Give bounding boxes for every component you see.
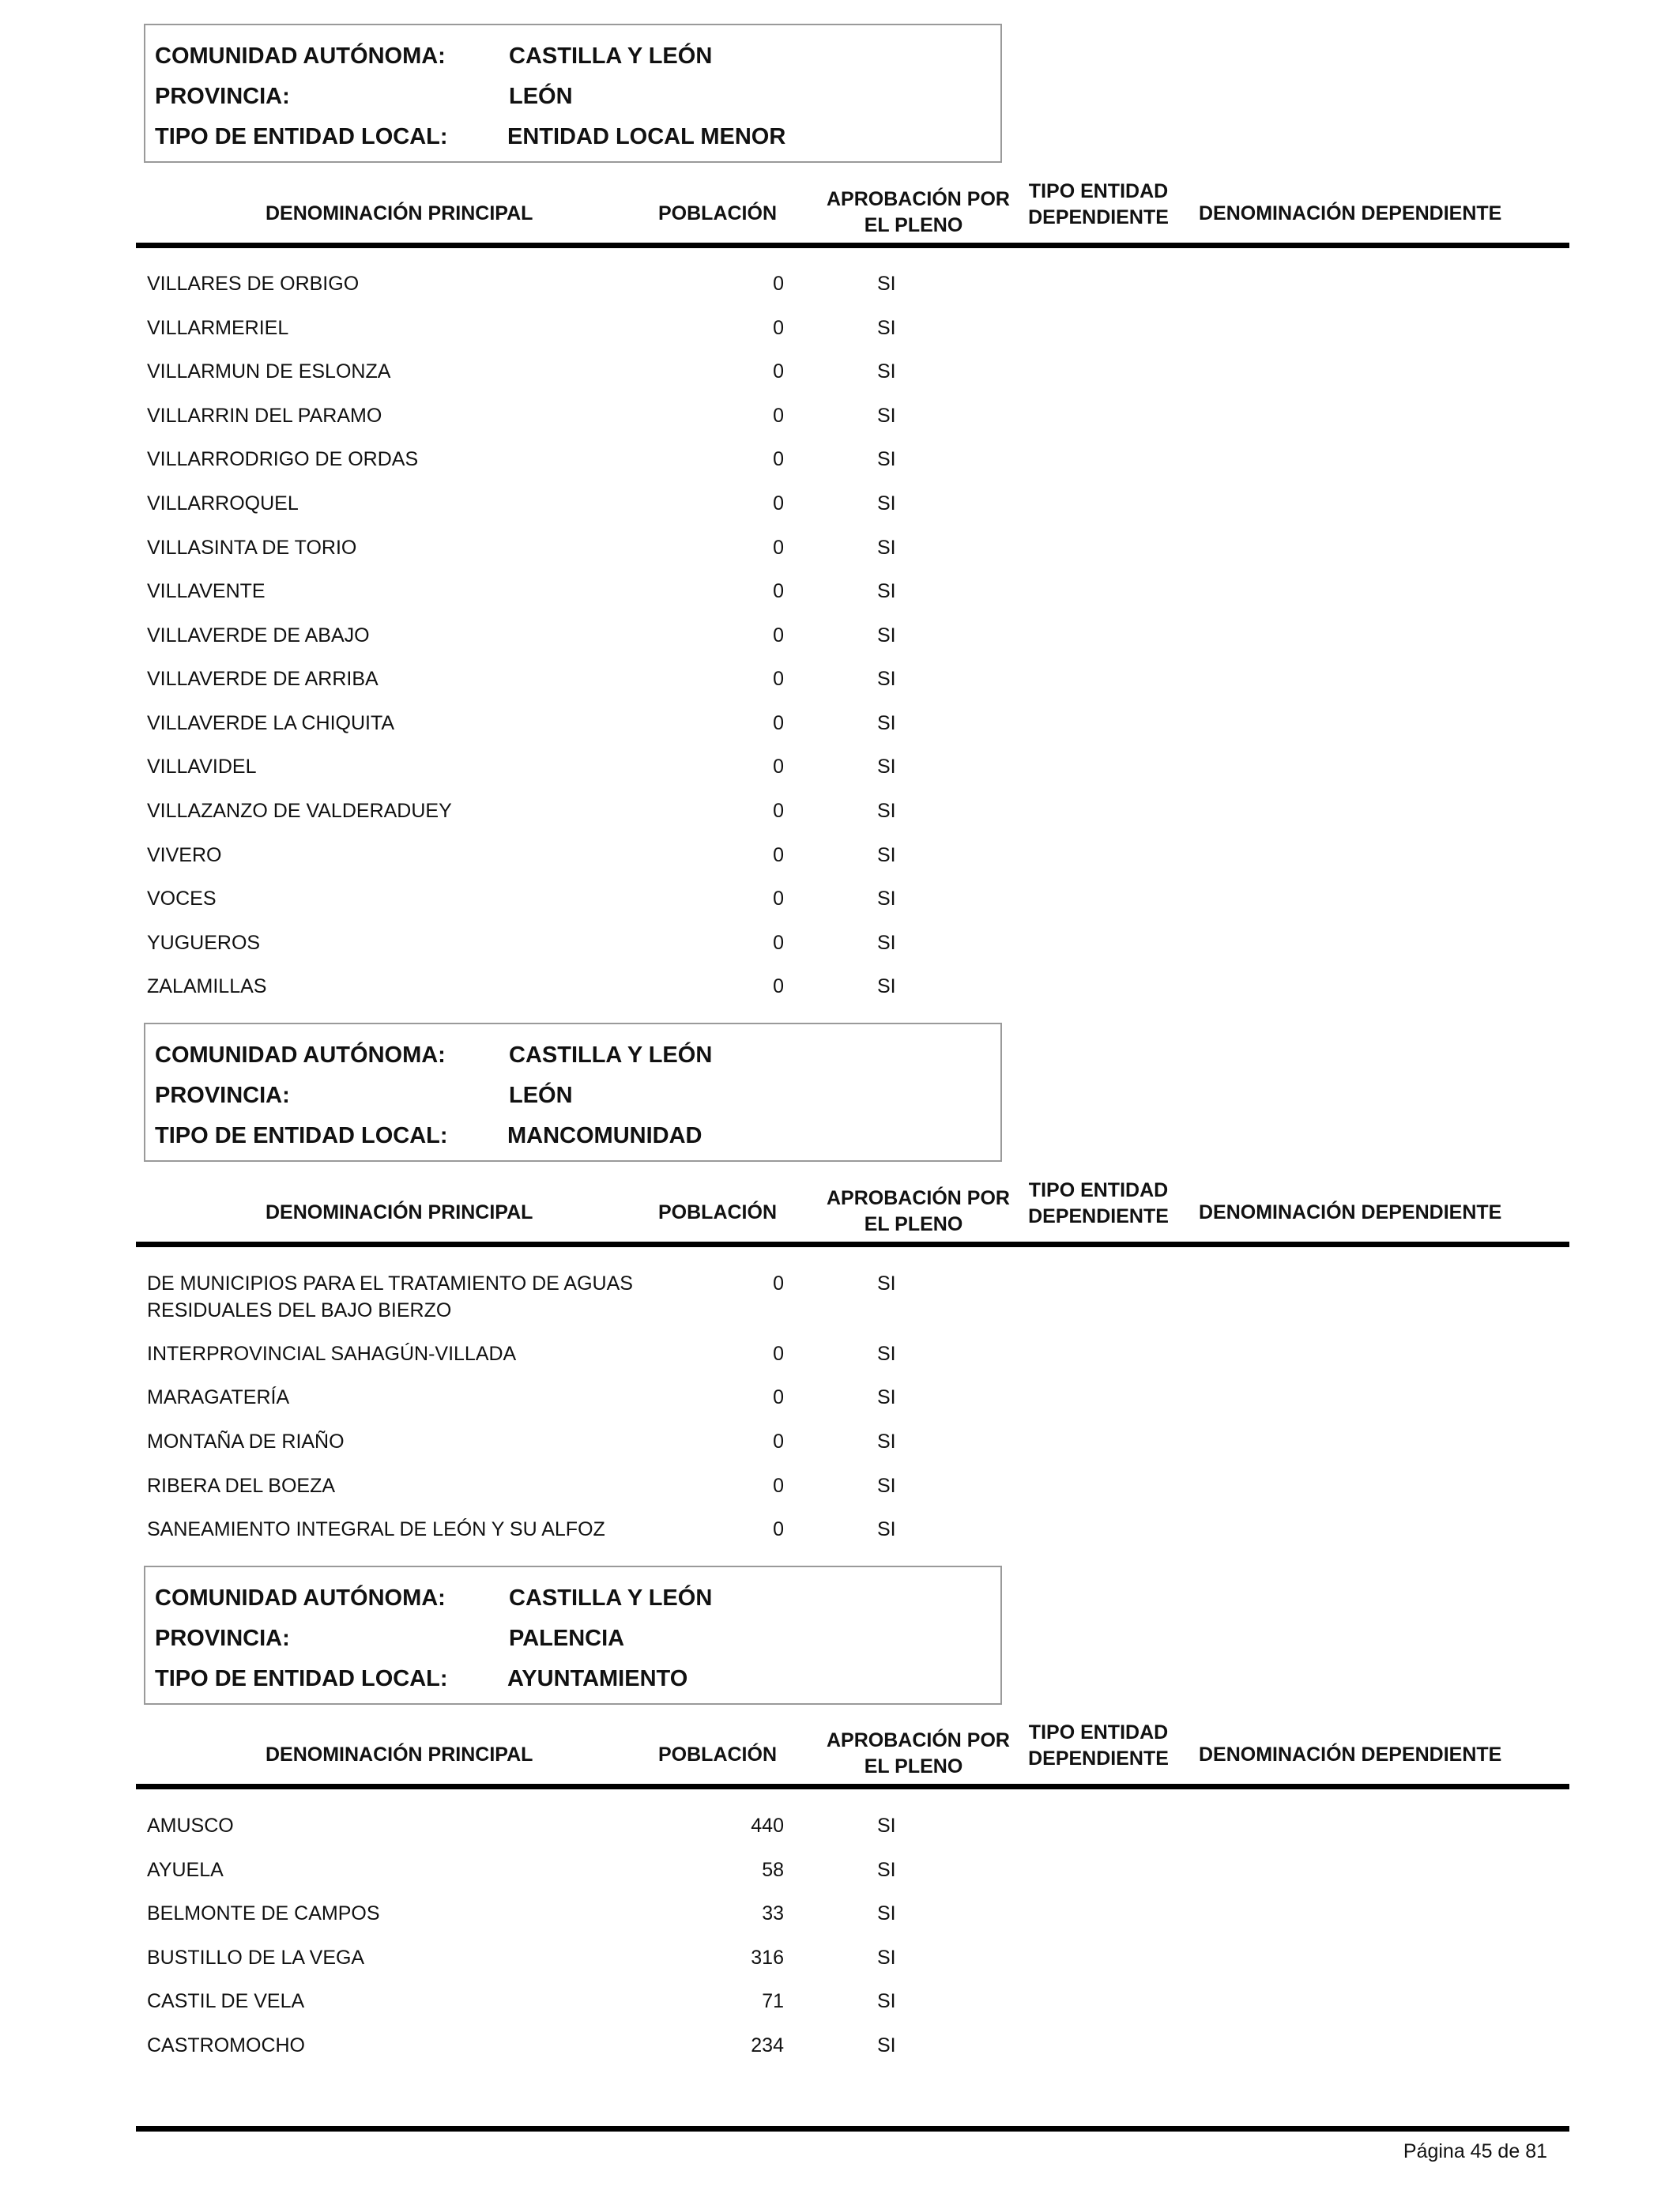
row-aprobacion: SI bbox=[877, 975, 896, 997]
header-aprobacion-line2: EL PLENO bbox=[864, 214, 963, 236]
row-aprobacion: SI bbox=[877, 1518, 896, 1540]
row-name: CASTROMOCHO bbox=[147, 2034, 305, 2056]
row-aprobacion: SI bbox=[877, 756, 896, 778]
header-poblacion: POBLACIÓN bbox=[658, 1201, 777, 1223]
row-name: VILLARMERIEL bbox=[147, 317, 289, 339]
comunidad-label: COMUNIDAD AUTÓNOMA: bbox=[155, 1042, 446, 1068]
header-aprobacion-line2: EL PLENO bbox=[864, 1755, 963, 1777]
row-poblacion: 0 bbox=[773, 1518, 784, 1540]
row-aprobacion: SI bbox=[877, 1947, 896, 1969]
row-poblacion: 0 bbox=[773, 580, 784, 602]
header-aprobacion bbox=[827, 1186, 1010, 1238]
row-aprobacion: SI bbox=[877, 1386, 896, 1408]
row-name: VILLARROQUEL bbox=[147, 492, 299, 515]
row-name: BUSTILLO DE LA VEGA bbox=[147, 1947, 365, 1969]
row-poblacion: 234 bbox=[751, 2034, 784, 2056]
row-name: AMUSCO bbox=[147, 1815, 234, 1837]
row-poblacion: 0 bbox=[773, 888, 784, 910]
row-aprobacion: SI bbox=[877, 932, 896, 954]
header-poblacion: POBLACIÓN bbox=[658, 1744, 777, 1766]
header-denominacion-principal: DENOMINACIÓN PRINCIPAL bbox=[266, 1201, 533, 1223]
row-poblacion: 0 bbox=[773, 1431, 784, 1453]
row-name: VILLARRODRIGO DE ORDAS bbox=[147, 448, 419, 470]
row-poblacion: 0 bbox=[773, 624, 784, 647]
comunidad-value: CASTILLA Y LEÓN bbox=[509, 43, 713, 69]
row-aprobacion: SI bbox=[877, 668, 896, 690]
comunidad-label: COMUNIDAD AUTÓNOMA: bbox=[155, 1585, 446, 1611]
header-tipo-entidad bbox=[1027, 1178, 1170, 1230]
tipo-value: MANCOMUNIDAD bbox=[507, 1123, 703, 1148]
row-aprobacion: SI bbox=[877, 1343, 896, 1365]
row-poblacion: 0 bbox=[773, 712, 784, 734]
header-tipo-line2: DEPENDIENTE bbox=[1028, 1205, 1169, 1227]
provincia-value: LEÓN bbox=[509, 84, 573, 109]
provincia-value: LEÓN bbox=[509, 1083, 573, 1108]
row-poblacion: 0 bbox=[773, 448, 784, 470]
row-aprobacion: SI bbox=[877, 1990, 896, 2012]
row-aprobacion: SI bbox=[877, 273, 896, 295]
entity-info-box bbox=[144, 1566, 1002, 1705]
row-name: VILLAVERDE LA CHIQUITA bbox=[147, 712, 395, 734]
comunidad-value: CASTILLA Y LEÓN bbox=[509, 1585, 713, 1611]
row-poblacion: 0 bbox=[773, 975, 784, 997]
row-name: VILLARRIN DEL PARAMO bbox=[147, 405, 382, 427]
row-poblacion: 58 bbox=[762, 1859, 784, 1881]
row-poblacion: 0 bbox=[773, 1386, 784, 1408]
row-poblacion: 0 bbox=[773, 360, 784, 383]
tipo-label: TIPO DE ENTIDAD LOCAL: bbox=[155, 1123, 448, 1148]
row-aprobacion: SI bbox=[877, 712, 896, 734]
row-poblacion: 0 bbox=[773, 932, 784, 954]
row-name: ZALAMILLAS bbox=[147, 975, 267, 997]
row-name: VILLAVERDE DE ABAJO bbox=[147, 624, 370, 647]
row-name: VILLAVENTE bbox=[147, 580, 266, 602]
row-name: YUGUEROS bbox=[147, 932, 261, 954]
row-poblacion: 0 bbox=[773, 405, 784, 427]
row-aprobacion: SI bbox=[877, 1859, 896, 1881]
provincia-label: PROVINCIA: bbox=[155, 84, 290, 109]
header-denominacion-principal: DENOMINACIÓN PRINCIPAL bbox=[266, 202, 533, 224]
row-name: AYUELA bbox=[147, 1859, 224, 1881]
row-aprobacion: SI bbox=[877, 1902, 896, 1924]
row-aprobacion: SI bbox=[877, 448, 896, 470]
header-denominacion-dependiente: DENOMINACIÓN DEPENDIENTE bbox=[1199, 202, 1502, 224]
row-aprobacion: SI bbox=[877, 2034, 896, 2056]
row-name: CASTIL DE VELA bbox=[147, 1990, 305, 2012]
comunidad-value: CASTILLA Y LEÓN bbox=[509, 1042, 713, 1068]
provincia-value: PALENCIA bbox=[509, 1626, 625, 1651]
row-name: VILLASINTA DE TORIO bbox=[147, 537, 357, 559]
row-poblacion: 0 bbox=[773, 273, 784, 295]
provincia-label: PROVINCIA: bbox=[155, 1083, 290, 1108]
header-tipo-entidad bbox=[1027, 1720, 1170, 1772]
row-aprobacion: SI bbox=[877, 844, 896, 866]
row-aprobacion: SI bbox=[877, 360, 896, 383]
page-number: Página 45 de 81 bbox=[1403, 2140, 1547, 2162]
tipo-label: TIPO DE ENTIDAD LOCAL: bbox=[155, 1666, 448, 1691]
row-aprobacion: SI bbox=[877, 1272, 896, 1295]
row-poblacion: 0 bbox=[773, 668, 784, 690]
header-aprobacion-line2: EL PLENO bbox=[864, 1213, 963, 1235]
row-poblacion: 71 bbox=[762, 1990, 784, 2012]
header-tipo-line2: DEPENDIENTE bbox=[1028, 1747, 1169, 1770]
header-divider bbox=[136, 243, 1569, 248]
row-aprobacion: SI bbox=[877, 1431, 896, 1453]
header-tipo-line1: TIPO ENTIDAD bbox=[1028, 1179, 1169, 1201]
footer-divider bbox=[136, 2126, 1569, 2132]
header-aprobacion bbox=[827, 1728, 1010, 1780]
header-divider bbox=[136, 1242, 1569, 1247]
header-divider bbox=[136, 1784, 1569, 1789]
row-poblacion: 0 bbox=[773, 756, 784, 778]
row-poblacion: 440 bbox=[751, 1815, 784, 1837]
row-name: INTERPROVINCIAL SAHAGÚN-VILLADA bbox=[147, 1343, 517, 1365]
row-aprobacion: SI bbox=[877, 1815, 896, 1837]
header-denominacion-dependiente: DENOMINACIÓN DEPENDIENTE bbox=[1199, 1201, 1502, 1223]
row-aprobacion: SI bbox=[877, 317, 896, 339]
row-name: VILLARMUN DE ESLONZA bbox=[147, 360, 391, 383]
comunidad-label: COMUNIDAD AUTÓNOMA: bbox=[155, 43, 446, 69]
header-tipo-line1: TIPO ENTIDAD bbox=[1028, 1721, 1169, 1744]
row-poblacion: 316 bbox=[751, 1947, 784, 1969]
row-name: SANEAMIENTO INTEGRAL DE LEÓN Y SU ALFOZ bbox=[147, 1518, 605, 1540]
entity-info-box bbox=[144, 24, 1002, 163]
tipo-label: TIPO DE ENTIDAD LOCAL: bbox=[155, 124, 448, 149]
row-name: MARAGATERÍA bbox=[147, 1386, 290, 1408]
tipo-value: ENTIDAD LOCAL MENOR bbox=[507, 124, 786, 149]
header-denominacion-principal: DENOMINACIÓN PRINCIPAL bbox=[266, 1744, 533, 1766]
row-poblacion: 0 bbox=[773, 537, 784, 559]
header-aprobacion-line1: APROBACIÓN POR bbox=[827, 1187, 1010, 1209]
entity-info-box bbox=[144, 1023, 1002, 1162]
header-aprobacion bbox=[827, 187, 1010, 239]
provincia-label: PROVINCIA: bbox=[155, 1626, 290, 1651]
row-poblacion: 0 bbox=[773, 1475, 784, 1497]
row-aprobacion: SI bbox=[877, 624, 896, 647]
row-name: VILLAZANZO DE VALDERADUEY bbox=[147, 800, 452, 822]
header-denominacion-dependiente: DENOMINACIÓN DEPENDIENTE bbox=[1199, 1744, 1502, 1766]
row-poblacion: 0 bbox=[773, 1343, 784, 1365]
row-name: VILLAVIDEL bbox=[147, 756, 257, 778]
row-aprobacion: SI bbox=[877, 800, 896, 822]
header-poblacion: POBLACIÓN bbox=[658, 202, 777, 224]
row-aprobacion: SI bbox=[877, 580, 896, 602]
row-aprobacion: SI bbox=[877, 537, 896, 559]
row-aprobacion: SI bbox=[877, 1475, 896, 1497]
header-tipo-line1: TIPO ENTIDAD bbox=[1028, 180, 1169, 202]
row-poblacion: 0 bbox=[773, 1272, 784, 1295]
row-aprobacion: SI bbox=[877, 492, 896, 515]
row-poblacion: 0 bbox=[773, 800, 784, 822]
row-name: VILLARES DE ORBIGO bbox=[147, 273, 360, 295]
row-name: VOCES bbox=[147, 888, 217, 910]
tipo-value: AYUNTAMIENTO bbox=[507, 1666, 688, 1691]
header-aprobacion-line1: APROBACIÓN POR bbox=[827, 1729, 1010, 1751]
row-poblacion: 0 bbox=[773, 317, 784, 339]
row-poblacion: 0 bbox=[773, 844, 784, 866]
header-aprobacion-line1: APROBACIÓN POR bbox=[827, 188, 1010, 210]
row-name: VILLAVERDE DE ARRIBA bbox=[147, 668, 379, 690]
row-poblacion: 33 bbox=[762, 1902, 784, 1924]
row-name: VIVERO bbox=[147, 844, 222, 866]
row-name: DE MUNICIPIOS PARA EL TRATAMIENTO DE AGUAS RESIDUALES DEL BAJO BIERZO bbox=[147, 1272, 633, 1321]
row-aprobacion: SI bbox=[877, 405, 896, 427]
row-poblacion: 0 bbox=[773, 492, 784, 515]
row-name: RIBERA DEL BOEZA bbox=[147, 1475, 336, 1497]
header-tipo-line2: DEPENDIENTE bbox=[1028, 206, 1169, 228]
row-name: BELMONTE DE CAMPOS bbox=[147, 1902, 380, 1924]
row-aprobacion: SI bbox=[877, 888, 896, 910]
header-tipo-entidad bbox=[1027, 179, 1170, 231]
row-name: MONTAÑA DE RIAÑO bbox=[147, 1431, 345, 1453]
